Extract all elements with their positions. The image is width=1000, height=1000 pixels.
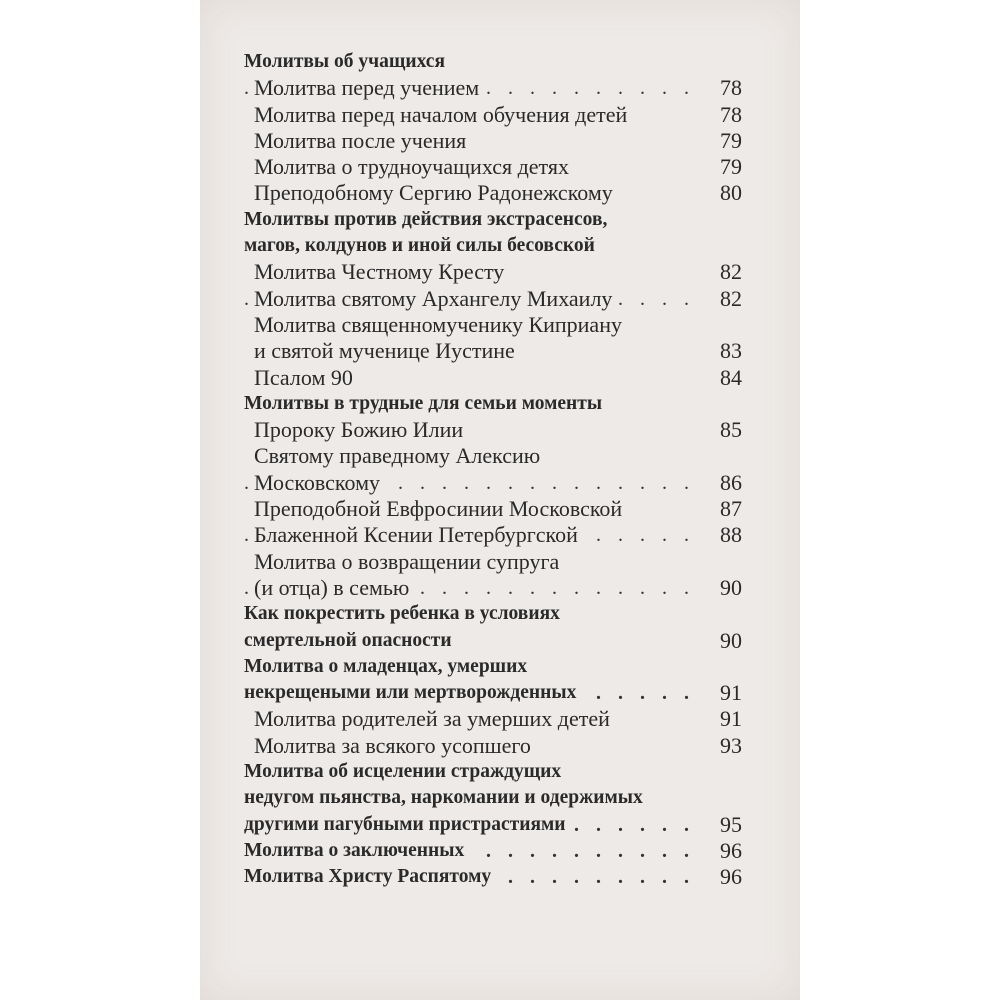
toc-entry [244,733,742,759]
toc-section-heading [244,391,742,417]
toc-entry-title: Молитва о трудноучащихся детях [254,154,575,179]
toc-entry [244,470,742,496]
toc-entry-title: Молитва о младенцах, умерших [244,656,533,677]
toc-page-number: 96 [708,864,742,890]
toc-section-heading [244,838,742,864]
toc-entry-title: Преподобному Сергию Радонежскому [254,180,619,205]
toc-entry-title: и святой мученице Иустине [254,338,521,363]
toc-page-number: 80 [708,180,742,206]
toc-page-number: 90 [708,628,742,654]
toc-entry-title: другими пагубными пристрастиями [244,814,572,835]
toc-section-heading [244,233,742,259]
toc-entry-title: Молитва священномученику Киприану [254,312,628,337]
toc-entry-title: Молитвы об учащихся [244,51,451,72]
toc-entry-title: Молитва об исцелении страждущих [244,761,567,782]
toc-entry [244,286,742,312]
toc-entry-title: Святому праведному Алексию [254,443,546,468]
toc-page-number: 78 [708,75,742,101]
toc-entry-title: Молитва родителей за умерших детей [254,706,616,731]
toc-entry-title: Блаженной Ксении Петербургской [254,522,584,547]
toc-entry [244,522,742,548]
toc-page-number: 91 [708,680,742,706]
toc-section-heading [244,601,742,627]
toc-entry [244,496,742,522]
toc-page-number: 79 [708,128,742,154]
toc-page-number: 96 [708,838,742,864]
toc-entry-title: некрещеными или мертворожденных [244,682,582,703]
toc-entry [244,575,742,601]
toc-page-number: 95 [708,812,742,838]
toc-entry-title: Псалом 90 [254,365,359,390]
toc-entry-title: Молитва перед учением [254,75,485,100]
toc-page-number: 78 [708,102,742,128]
toc-page-number: 93 [708,733,742,759]
toc-entry [244,549,742,575]
toc-entry-title: Пророку Божию Илии [254,417,469,442]
toc-entry-title: магов, колдунов и иной силы бесовской [244,235,601,256]
toc-page-number: 86 [708,470,742,496]
toc-entry [244,443,742,469]
table-of-contents [244,49,742,891]
toc-page-number: 85 [708,417,742,443]
toc-entry [244,154,742,180]
toc-page-number: 83 [708,338,742,364]
toc-entry [244,417,742,443]
toc-section-heading [244,864,742,890]
toc-entry-title: смертельной опасности [244,630,458,651]
toc-entry [244,312,742,338]
toc-entry-title: Московскому [254,470,386,495]
toc-entry-title: Преподобной Евфросинии Московской [254,496,628,521]
toc-section-heading [244,812,742,838]
toc-entry-title: Молитвы против действия экстрасенсов, [244,209,613,230]
toc-page-number: 79 [708,154,742,180]
toc-section-heading [244,207,742,233]
toc-entry [244,128,742,154]
toc-entry-title: (и отца) в семью [254,575,415,600]
toc-entry-title: Молитва после учения [254,128,472,153]
toc-entry-title: Молитвы в трудные для семьи моменты [244,393,608,414]
toc-page-number: 84 [708,365,742,391]
toc-entry-title: недугом пьянства, наркомании и одержимых [244,787,649,808]
toc-section-heading [244,680,742,706]
toc-entry-title: Молитва о возвращении супруга [254,549,565,574]
toc-page-number: 91 [708,706,742,732]
toc-section-heading [244,759,742,785]
toc-page-number: 82 [708,259,742,285]
toc-section-heading [244,628,742,654]
toc-page-number: 88 [708,522,742,548]
toc-page-number: 87 [708,496,742,522]
toc-entry-title: Молитва за всякого усопшего [254,733,537,758]
toc-entry-title: Молитва о заключенных [244,840,470,861]
toc-entry [244,706,742,732]
toc-page-number: 90 [708,575,742,601]
toc-entry-title: Молитва Честному Кресту [254,259,510,284]
toc-entry [244,259,742,285]
toc-entry [244,75,742,101]
toc-entry [244,102,742,128]
toc-section-heading [244,785,742,811]
toc-entry [244,180,742,206]
toc-section-heading [244,654,742,680]
toc-entry [244,365,742,391]
toc-entry-title: Молитва Христу Распятому [244,866,497,887]
toc-entry-title: Как покрестить ребенка в условиях [244,603,566,624]
toc-page-number: 82 [708,286,742,312]
toc-section-heading [244,49,742,75]
toc-entry-title: Молитва перед началом обучения детей [254,102,633,127]
toc-entry [244,338,742,364]
toc-entry-title: Молитва святому Архангелу Михаилу [254,286,618,311]
